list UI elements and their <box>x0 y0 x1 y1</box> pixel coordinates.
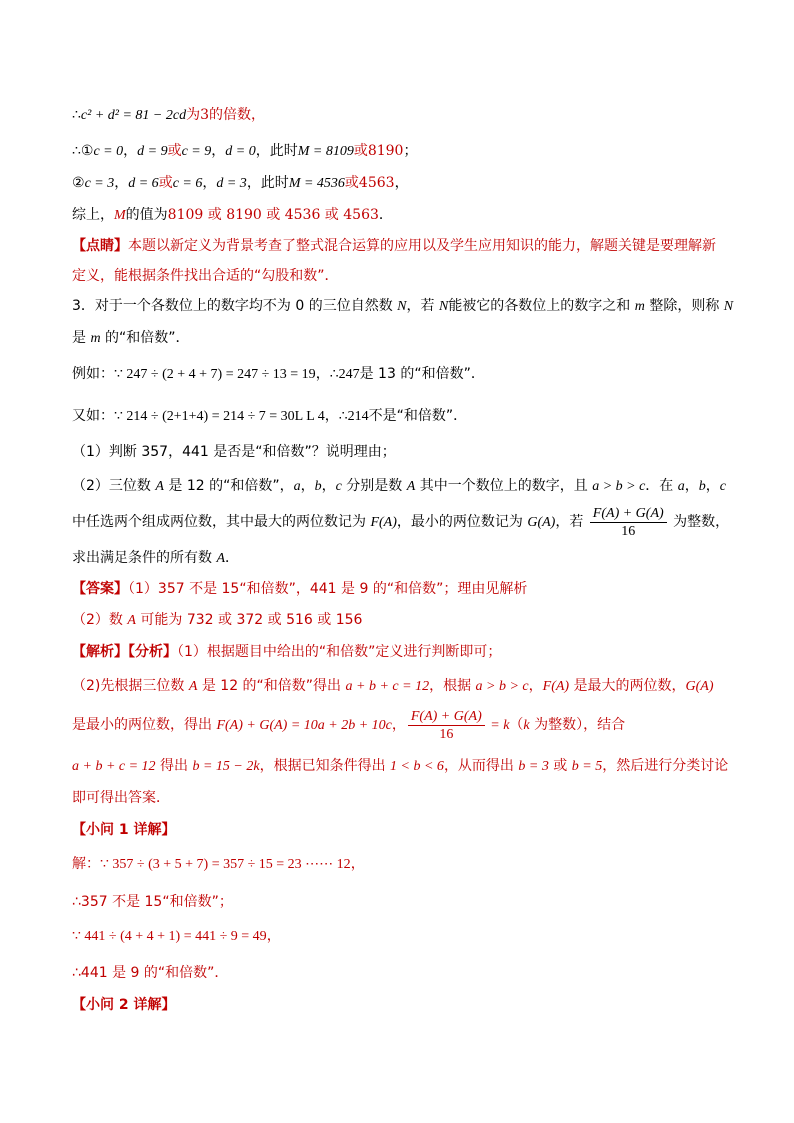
comment-line-2: 定义，能根据条件找出合适的“勾股和数”． <box>72 268 339 284</box>
question-2-line-2: 中任选两个组成两位数，其中最大的两位数记为 F(A)，最小的两位数记为 G(A)，若 $\frac{F(A) + G(A)}{16}$ 为整数， <box>72 505 730 539</box>
subquestion-2-heading: 【小问 2 详解】 <box>72 997 176 1013</box>
fraction: $\frac{F(A) + G(A)}{16}$ <box>590 505 667 540</box>
analysis-line-3: 是最小的两位数，得出 F(A) + G(A) = 10a + 2b + 10c， $\frac{F(A) + G(A)}{16}$ = k（k 为整数），结合 <box>72 708 626 742</box>
answer-line-2: （2）数 A 可能为 732 或 372 或 516 或 156 <box>72 612 363 628</box>
comment-line-1: 【点睛】本题以新定义为背景考查了整式混合运算的应用以及学生应用知识的能力，解题关键是要理解新 <box>72 238 716 254</box>
solution-line-2: ∴①c = 0，d = 9或c = 9，d = 0，此时M = 8109或8190； <box>72 143 418 159</box>
analysis-label: 【解析】【分析】 <box>72 644 177 660</box>
question-2-line-3: 求出满足条件的所有数 A． <box>72 550 240 566</box>
solution-line-1: ∴c² + d² = 81 − 2cd为3的倍数， <box>72 107 266 123</box>
problem-3-line-2: 是 m 的“和倍数”． <box>72 330 190 346</box>
comment-label: 【点睛】 <box>72 238 128 254</box>
problem-3-line-1: 3．对于一个各数位上的数字均不为 0 的三位自然数 N，若 N能被它的各数位上的数字之和 m 整除，则称 N <box>72 298 734 314</box>
analysis-line-4: a + b + c = 12 得出 b = 15 − 2k，根据已知条件得出 1 < b < 6，从而得出 b = 3 或 b = 5，然后进行分类讨论 <box>72 758 729 774</box>
subquestion-1-heading: 【小问 1 详解】 <box>72 822 176 838</box>
analysis-line-5: 即可得出答案． <box>72 790 170 806</box>
question-2-line-1: （2）三位数 A 是 12 的“和倍数”，a，b，c 分别是数 A 其中一个数位上的数字，且 a > b > c．在 a，b，c <box>72 478 726 494</box>
answer-label: 【答案】 <box>72 581 128 597</box>
answer-line-1: 【答案】（1）357 不是 15“和倍数”，441 是 9 的“和倍数”；理由见解析 <box>72 581 528 597</box>
solution-1-line-4: ∴441 是 9 的“和倍数”． <box>72 965 229 981</box>
solution-line-3: ②c = 3，d = 6或c = 6，d = 3，此时M = 4536或4563， <box>72 175 409 191</box>
example-line-2: 又如：∵ 214 ÷ (2+1+4) = 214 ÷ 7 = 30L L 4，∴214不是“和倍数”． <box>72 408 468 424</box>
solution-1-line-1: 解：∵ 357 ÷ (3 + 5 + 7) = 357 ÷ 15 = 23 ⋯⋯ 12， <box>72 856 365 872</box>
fraction: $\frac{F(A) + G(A)}{16}$ <box>408 708 485 743</box>
question-1: （1）判断 357，441 是否是“和倍数”？说明理由； <box>72 444 396 460</box>
math-expression: c² + d² = 81 − 2cd <box>80 108 187 123</box>
analysis-line-1: 【解析】【分析】（1）根据题目中给出的“和倍数”定义进行判断即可； <box>72 644 502 660</box>
solution-1-line-2: ∴357 不是 15“和倍数”； <box>72 894 233 910</box>
solution-line-4: 综上，M的值为8109 或 8190 或 4536 或 4563． <box>72 207 393 223</box>
analysis-line-2: （2)先根据三位数 A 是 12 的“和倍数”得出 a + b + c = 12，根据 a > b > c，F(A) 是最大的两位数，G(A) <box>72 678 714 694</box>
solution-1-line-3: ∵ 441 ÷ (4 + 4 + 1) = 441 ÷ 9 = 49， <box>72 928 281 944</box>
example-line-1: 例如：∵ 247 ÷ (2 + 4 + 7) = 247 ÷ 13 = 19，∴247是 13 的“和倍数”． <box>72 366 485 382</box>
